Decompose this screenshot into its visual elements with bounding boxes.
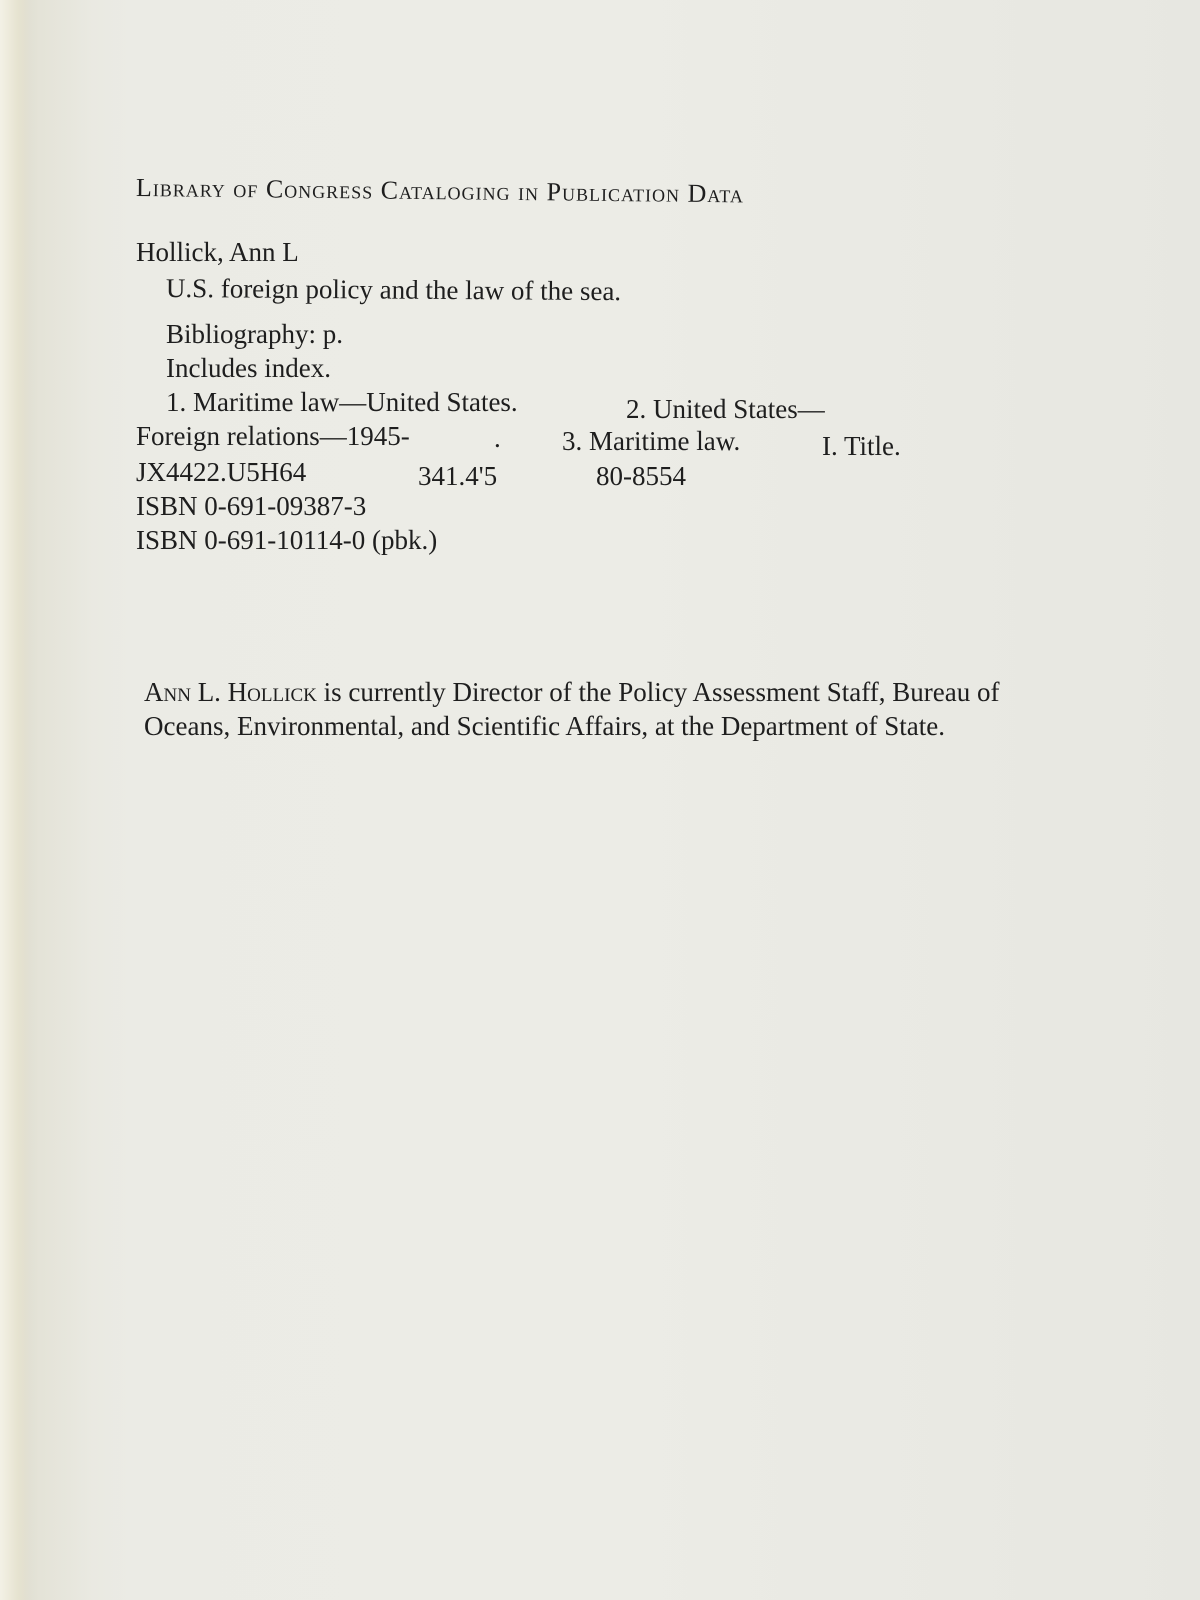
cip-isbn-1: ISBN 0-691-09387-3 — [136, 491, 367, 521]
author-note-line-1-text: is currently Director of the Policy Assessment Staff, Bureau of — [316, 677, 1000, 707]
cip-subject-1: 1. Maritime law—United States. — [166, 387, 518, 417]
cip-isbn-2: ISBN 0-691-10114-0 (pbk.) — [136, 525, 438, 555]
cip-bibliography: Bibliography: p. — [166, 319, 343, 349]
cip-call-number: JX4422.U5H64 — [136, 457, 307, 487]
cip-dewey: 341.4'5 — [418, 461, 498, 491]
cip-dot: . — [494, 423, 501, 453]
cip-heading: Library of Congress Cataloging in Publication Data — [135, 173, 745, 209]
cip-foreign-relations: Foreign relations—1945- — [136, 421, 410, 451]
cip-subject-3: 3. Maritime law. — [562, 426, 741, 456]
cip-subject-2: 2. United States— — [626, 394, 825, 424]
cip-author: Hollick, Ann L — [136, 237, 299, 267]
cip-title-entry: I. Title. — [822, 431, 901, 461]
cip-lccn: 80-8554 — [596, 461, 686, 491]
author-note-line-2: Oceans, Environmental, and Scientific Affairs, at the Department of State. — [144, 711, 945, 741]
cip-index: Includes index. — [166, 353, 331, 383]
cip-title: U.S. foreign policy and the law of the sea. — [165, 273, 622, 307]
author-note-name: Ann L. Hollick — [144, 677, 317, 707]
page-edge — [0, 0, 30, 1600]
author-note-line-1 — [144, 676, 999, 708]
